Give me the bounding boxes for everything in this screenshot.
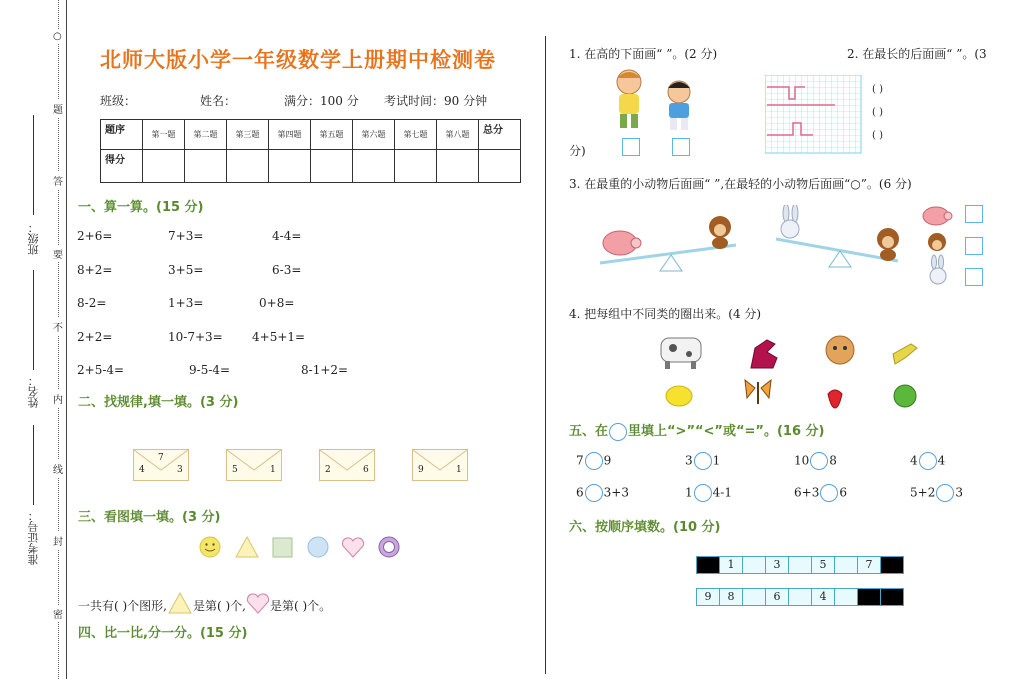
arithmetic-problem: 6-3= [272, 262, 302, 277]
strawberry-icon [828, 390, 842, 408]
arithmetic-problem: 8+2= [77, 262, 113, 277]
seal-char: 内 [53, 390, 63, 407]
full-score: 满分：100 分 [284, 94, 359, 108]
compare-circle[interactable] [694, 484, 712, 502]
section3-sentence [78, 592, 331, 614]
answer-box[interactable] [672, 138, 690, 156]
envelope-right-number: 3 [177, 465, 183, 475]
paren-blank[interactable]: ( ) [872, 130, 883, 141]
exam-time: 考试时间：90 分钟 [384, 94, 488, 108]
col-header: 第七题 [395, 120, 437, 150]
section1-title: 一、算一算。(15 分) [78, 200, 204, 215]
sequence-black-cell [880, 588, 904, 606]
sequence-cell: 7 [857, 556, 881, 574]
score-table [100, 119, 521, 183]
score-cell[interactable] [269, 150, 311, 183]
arithmetic-problem: 9-5-4= [189, 363, 231, 377]
sentence-part: 是第( [270, 599, 299, 613]
tall-child-icon [617, 70, 641, 128]
compare-circle[interactable] [585, 484, 603, 502]
seal-char: 题 [53, 100, 63, 117]
arithmetic-problem: 8-1+2= [301, 363, 349, 377]
section5-title-pre: 五、在 [569, 424, 609, 439]
pig-icon [923, 207, 952, 225]
envelope-right-number: 6 [363, 465, 369, 475]
sequence-cell: 3 [765, 556, 789, 574]
compare-problem [794, 484, 847, 502]
exam-title: 北师大版小学一年级数学上册期中检测卷 [100, 48, 496, 72]
seesaw-illustration [598, 205, 923, 280]
paren-blank[interactable]: ( ) [872, 107, 883, 118]
triangle-icon [236, 537, 258, 557]
horse-icon [751, 340, 777, 368]
sequence-cell: 8 [719, 588, 743, 606]
question2-text: 2. 在最长的后面画“ ”。(3 [847, 47, 987, 61]
margin-id-line [33, 425, 34, 505]
circle-placeholder-icon [609, 423, 627, 441]
sequence-cell: 6 [765, 588, 789, 606]
sequence-black-cell [696, 556, 720, 574]
seal-char: 封 [53, 532, 63, 549]
seal-char: 不 [53, 318, 63, 335]
arithmetic-problem: 8-2= [77, 296, 107, 310]
rabbit-icon [930, 255, 946, 284]
arithmetic-problem: 2+6= [77, 229, 113, 243]
question1-text: 1. 在高的下面画“ ”。(2 分) [569, 47, 718, 61]
row-label-score: 得分 [101, 150, 143, 183]
heart-icon [342, 538, 363, 557]
section4-title: 四、比一比,分一分。(15 分) [78, 626, 248, 641]
compare-problem [685, 452, 720, 470]
compare-problem [794, 452, 837, 470]
arithmetic-problem: 2+2= [77, 329, 113, 344]
score-cell[interactable] [353, 150, 395, 183]
binding-solid-line [66, 0, 67, 679]
answer-box[interactable] [965, 237, 983, 255]
score-cell[interactable] [479, 150, 521, 183]
sequence-black-cell [880, 556, 904, 574]
sequence-cell[interactable] [834, 588, 858, 606]
seal-char: ○ [53, 31, 62, 42]
compare-right: 3 [955, 485, 963, 500]
sequence-cell[interactable] [742, 588, 766, 606]
row-label-order: 题序 [101, 120, 143, 150]
score-cell[interactable] [437, 150, 479, 183]
score-cell[interactable] [395, 150, 437, 183]
animal-column [920, 202, 956, 288]
compare-problem [910, 484, 963, 502]
sequence-cell: 5 [811, 556, 835, 574]
envelope-card [226, 449, 282, 481]
compare-left: 6 [576, 485, 584, 500]
score-cell[interactable] [227, 150, 269, 183]
seal-char: 密 [53, 605, 63, 622]
column-divider [545, 36, 546, 674]
compare-problem [576, 484, 629, 502]
name-label: 姓名： [200, 94, 237, 108]
circle-icon [308, 537, 328, 557]
compare-left: 3 [685, 453, 693, 468]
grid-lines-figure [765, 75, 863, 155]
envelope-top-number: 7 [158, 453, 164, 463]
score-cell[interactable] [311, 150, 353, 183]
arithmetic-problem: 10-7+3= [168, 329, 223, 344]
lemon-icon [666, 386, 692, 406]
rabbit-icon [781, 205, 799, 238]
envelope-left-number: 9 [418, 465, 424, 475]
pig-icon [603, 231, 641, 255]
section3-title: 三、看图填一填。(3 分) [78, 510, 221, 525]
square-icon [273, 538, 292, 557]
compare-problem [685, 484, 732, 502]
compare-circle[interactable] [820, 484, 838, 502]
monkey-icon [928, 233, 946, 251]
cow-icon [661, 338, 701, 369]
sequence-cell: 4 [811, 588, 835, 606]
sequence-cell[interactable] [742, 556, 766, 574]
monkey-icon [877, 228, 899, 261]
envelope-card [412, 449, 468, 481]
ring-icon [379, 537, 399, 557]
col-header: 第一题 [143, 120, 185, 150]
children-illustration [607, 68, 707, 136]
arithmetic-problem: 1+3= [168, 296, 204, 310]
compare-left: 5+2 [910, 485, 936, 500]
sentence-part: )个, [221, 599, 246, 613]
section6-title: 六、按顺序填数。(10 分) [569, 520, 721, 535]
col-header: 第四题 [269, 120, 311, 150]
col-header: 第三题 [227, 120, 269, 150]
envelope-card [133, 449, 189, 481]
smiley-icon [200, 537, 220, 557]
seal-char: 要 [53, 245, 63, 262]
section2-title: 二、找规律,填一填。(3 分) [78, 395, 239, 410]
sentence-part: 一共有( [78, 599, 119, 613]
section5-title [569, 420, 824, 441]
arithmetic-problem: 2+5-4= [77, 363, 125, 377]
question4-text: 4. 把每组中不同类的圈出来。(4 分) [569, 307, 762, 321]
sequence-cell[interactable] [788, 588, 812, 606]
triangle-icon [167, 592, 193, 614]
odd-one-out-pictures[interactable] [655, 328, 930, 413]
col-header-total: 总分 [479, 120, 521, 150]
seal-char: 线 [53, 460, 63, 477]
monkey-icon [709, 216, 731, 249]
sequence-cell[interactable] [788, 556, 812, 574]
question3-text: 3. 在最重的小动物后面画“ ”,在最轻的小动物后面画“○”。(6 分) [569, 177, 912, 191]
dog-icon [826, 336, 854, 364]
arithmetic-problem: 4+5+1= [252, 329, 306, 344]
heart-icon [246, 592, 270, 614]
margin-class-line [33, 115, 34, 215]
compare-left: 4 [910, 453, 918, 468]
compare-circle[interactable] [919, 452, 937, 470]
sequence-cell: 9 [696, 588, 720, 606]
sentence-part: )个图形, [118, 599, 167, 613]
compare-problem [910, 452, 945, 470]
compare-right: 6 [839, 485, 847, 500]
compare-circle[interactable] [585, 452, 603, 470]
envelope-left-number: 5 [232, 465, 238, 475]
col-header: 第六题 [353, 120, 395, 150]
arithmetic-problem: 7+3= [168, 229, 204, 243]
class-label: 班级： [100, 94, 137, 108]
short-child-icon [668, 81, 690, 130]
sequence-cell[interactable] [834, 556, 858, 574]
compare-problem [576, 452, 611, 470]
apple-icon [894, 385, 916, 407]
sentence-part: )个。 [298, 599, 332, 613]
section5-title-post: 里填上“>”“<”或“=”。(16 分) [628, 424, 825, 439]
question2-continued: 分) [569, 144, 586, 158]
answer-box[interactable] [965, 205, 983, 223]
seal-char: 答 [53, 172, 63, 189]
envelope-card [319, 449, 375, 481]
margin-name-line [33, 270, 34, 370]
compare-left: 6+3 [794, 485, 820, 500]
compare-left: 1 [685, 485, 693, 500]
sequence-cell: 1 [719, 556, 743, 574]
bird-icon [893, 344, 917, 364]
answer-box[interactable] [965, 268, 983, 286]
score-cell[interactable] [143, 150, 185, 183]
arithmetic-problem: 3+5= [168, 262, 204, 277]
margin-name-label: 姓名： [27, 375, 40, 408]
compare-left: 10 [794, 453, 810, 468]
compare-right: 9 [603, 453, 612, 468]
col-header: 第八题 [437, 120, 479, 150]
paren-blank[interactable]: ( ) [872, 84, 883, 95]
compare-circle[interactable] [810, 452, 828, 470]
answer-box[interactable] [622, 138, 640, 156]
arithmetic-problem: 4-4= [272, 229, 302, 243]
compare-right: 4 [937, 453, 946, 468]
compare-right: 3+3 [603, 485, 629, 500]
sequence-row-1 [697, 556, 904, 574]
sentence-part: 是第( [193, 599, 222, 613]
shape-row [198, 533, 408, 561]
compare-left: 7 [576, 453, 584, 468]
margin-id-label: 准考证号： [27, 510, 40, 565]
margin-class-label: 班级： [27, 222, 40, 255]
compare-right: 8 [829, 453, 837, 468]
envelope-right-number: 1 [456, 465, 462, 475]
compare-circle[interactable] [694, 452, 712, 470]
sequence-black-cell [857, 588, 881, 606]
col-header: 第二题 [185, 120, 227, 150]
compare-right: 4-1 [712, 485, 732, 500]
envelope-left-number: 2 [325, 465, 331, 475]
sequence-row-2 [697, 588, 904, 606]
compare-circle[interactable] [936, 484, 954, 502]
compare-right: 1 [712, 453, 721, 468]
envelope-left-number: 4 [139, 465, 145, 475]
arithmetic-problem: 0+8= [259, 296, 295, 310]
envelope-right-number: 1 [270, 465, 276, 475]
butterfly-icon [745, 380, 771, 404]
score-cell[interactable] [185, 150, 227, 183]
col-header: 第五题 [311, 120, 353, 150]
